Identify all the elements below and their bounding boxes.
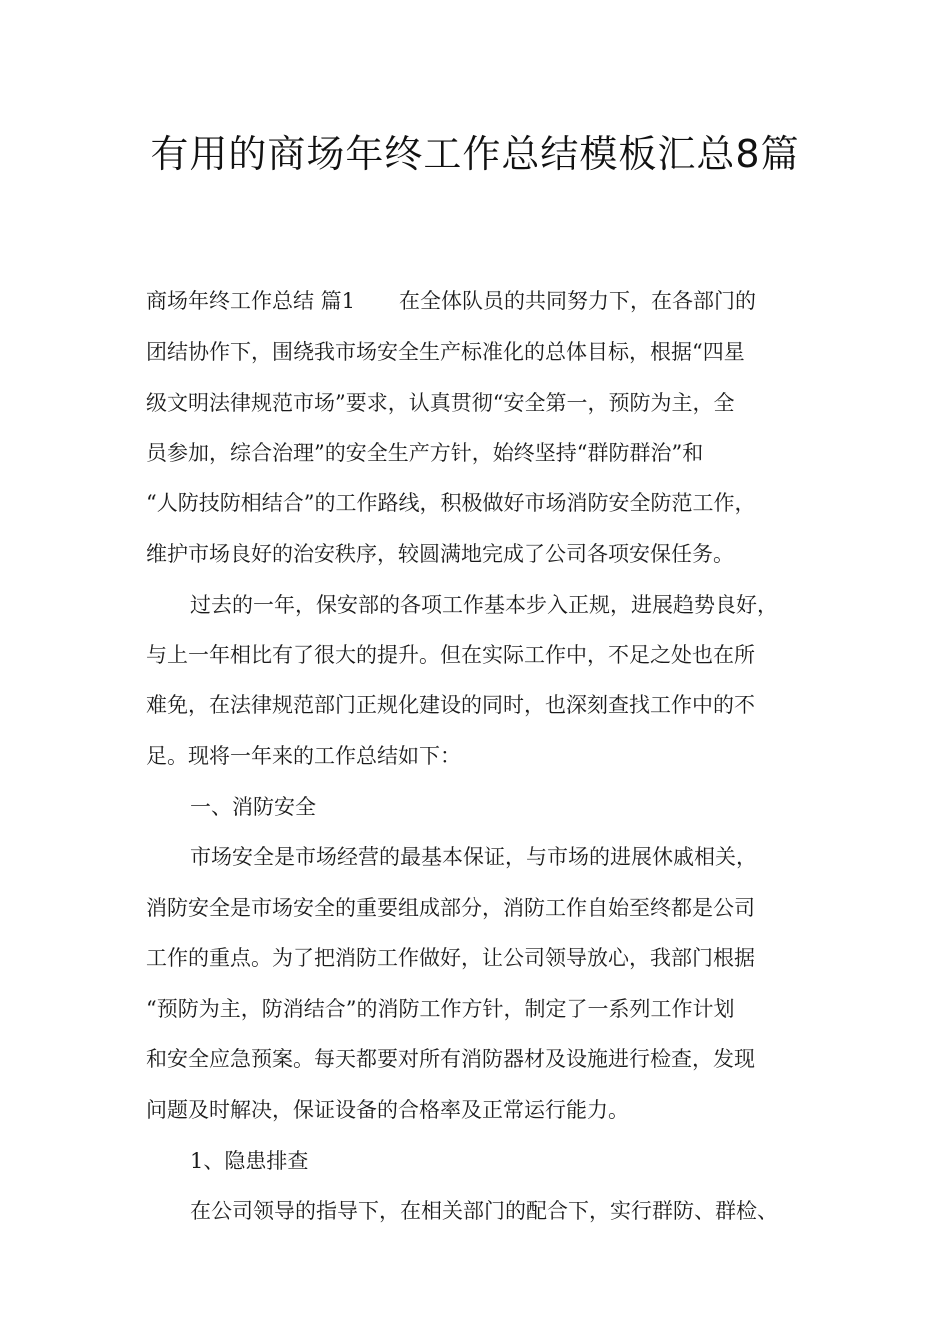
paragraph-text: 在全体队员的共同努力下，在各部门的 — [399, 289, 757, 313]
paragraph-line: 消防安全是市场安全的重要组成部分，消防工作自始至终都是公司 — [146, 896, 755, 920]
paragraph-line — [146, 286, 756, 316]
paragraph-line: “预防为主，防消结合”的消防工作方针，制定了一系列工作计划 — [146, 997, 735, 1021]
paragraph-line: 市场安全是市场经营的最基本保证，与市场的进展休戚相关， — [190, 845, 757, 869]
paragraph-line: 工作的重点。为了把消防工作做好，让公司领导放心，我部门根据 — [146, 946, 755, 970]
paragraph-line: 过去的一年，保安部的各项工作基本步入正规，进展趋势良好， — [190, 593, 778, 617]
paragraph-line: 与上一年相比有了很大的提升。但在实际工作中，不足之处也在所 — [146, 643, 755, 667]
paragraph-line: 团结协作下，围绕我市场安全生产标准化的总体目标，根据“四星 — [146, 340, 745, 364]
paragraph-line: 级文明法律规范市场”要求，认真贯彻“安全第一，预防为主，全 — [146, 391, 735, 415]
subsection-heading: 1、隐患排查 — [190, 1149, 309, 1173]
paragraph-line: 问题及时解决，保证设备的合格率及正常运行能力。 — [146, 1098, 629, 1122]
paragraph-line: 员参加，综合治理”的安全生产方针，始终坚持“群防群治”和 — [146, 441, 704, 465]
paragraph-line: 和安全应急预案。每天都要对所有消防器材及设施进行检查，发现 — [146, 1047, 755, 1071]
section-heading: 一、消防安全 — [190, 795, 316, 819]
paragraph-line: 足。现将一年来的工作总结如下： — [146, 744, 461, 768]
paragraph-line: 难免，在法律规范部门正规化建设的同时，也深刻查找工作中的不 — [146, 693, 755, 717]
document-title: 有用的商场年终工作总结模板汇总8篇 — [150, 132, 800, 176]
section-label: 商场年终工作总结 篇1 — [146, 289, 356, 313]
paragraph-line: 在公司领导的指导下，在相关部门的配合下，实行群防、群检、 — [190, 1199, 778, 1223]
paragraph-line: “人防技防相结合”的工作路线，积极做好市场消防安全防范工作， — [146, 491, 756, 515]
paragraph-line: 维护市场良好的治安秩序，较圆满地完成了公司各项安保任务。 — [146, 542, 734, 566]
